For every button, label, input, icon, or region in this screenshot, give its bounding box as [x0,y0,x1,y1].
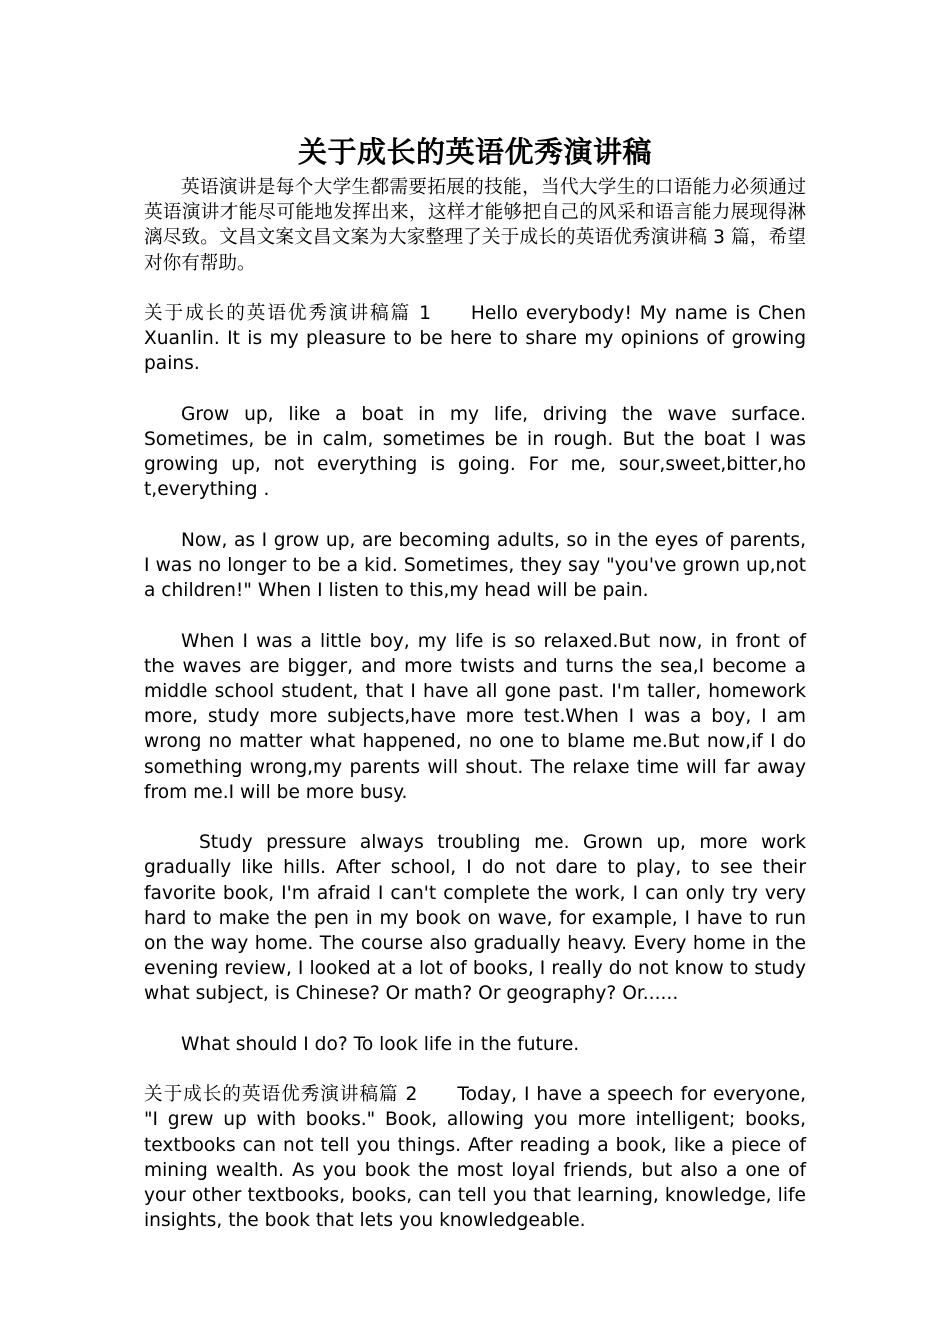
body-paragraph: Study pressure always troubling me. Grown up, more work gradually like hills. After school, I do not dare to play, to see their favorite book, I'm afraid I can't complete the work, I can only try very hard to make the pen in my book on wave, for example, I have to run on the way home. The course also gradually heavy. Every home in the evening review, I looked at a lot of books, I really do not know to study what subject, is Chinese? Or math? Or geography? Or...... [144,832,806,1005]
section-2-heading: 关于成长的英语优秀演讲稿篇 2 [144,1084,418,1106]
body-paragraph: When I was a little boy, my life is so relaxed.But now, in front of the waves are bigger, and more twists and turns the sea,I become a middle school student, that I have all gone past. I'm taller, homework more, study more subjects,have more test.When I was a boy, I am wrong no matter what happened, no one to blame me.But now,if I do something wrong,my parents will shout. The relaxe time will far away from me.I will be more busy. [144,630,806,803]
body-paragraph: Grow up, like a boat in my life, driving the wave surface. Sometimes, be in calm, sometimes be in rough. But the boat I was growing up, not everything is going. For me, sour,sweet,bitter,ho t,everything . [144,403,806,501]
section-1-paragraph [144,301,806,377]
intro-paragraph: 英语演讲是每个大学生都需要拓展的技能，当代大学生的口语能力必须通过英语演讲才能尽可能地发挥出来，这样才能够把自己的风采和语言能力展现得淋漓尽致。文昌文案文昌文案为大家整理了关于成长的英语优秀演讲稿 3 篇，希望对你有帮助。 [144,177,806,274]
section-2-text: Today, I have a speech for everyone, "I grew up with books." Book, allowing you more intelligent; books, textbooks can not tell you things. After reading a book, like a piece of mining wealth. As you book the most loyal friends, but also a one of your other textbooks, books, can tell you that learning, knowledge, life insights, the book that lets you knowledgeable. [144,1084,806,1232]
document-body [144,175,806,1259]
body-paragraph: What should I do? To look life in the future. [181,1033,580,1055]
section-2-paragraph [144,1082,806,1233]
section-1-heading: 关于成长的英语优秀演讲稿篇 1 [144,303,431,324]
section-1-text: Hello everybody! My name is Chen Xuanlin. It is my pleasure to be here to share my opinions of growing pains. [144,303,806,375]
document-title: 关于成长的英语优秀演讲稿 [297,135,652,169]
body-paragraph: Now, as I grow up, are becoming adults, so in the eyes of parents, I was no longer to be a kid. Sometimes, they say "you've grown up,not a children!" When I listen to this,my head will be pain. [144,529,806,602]
